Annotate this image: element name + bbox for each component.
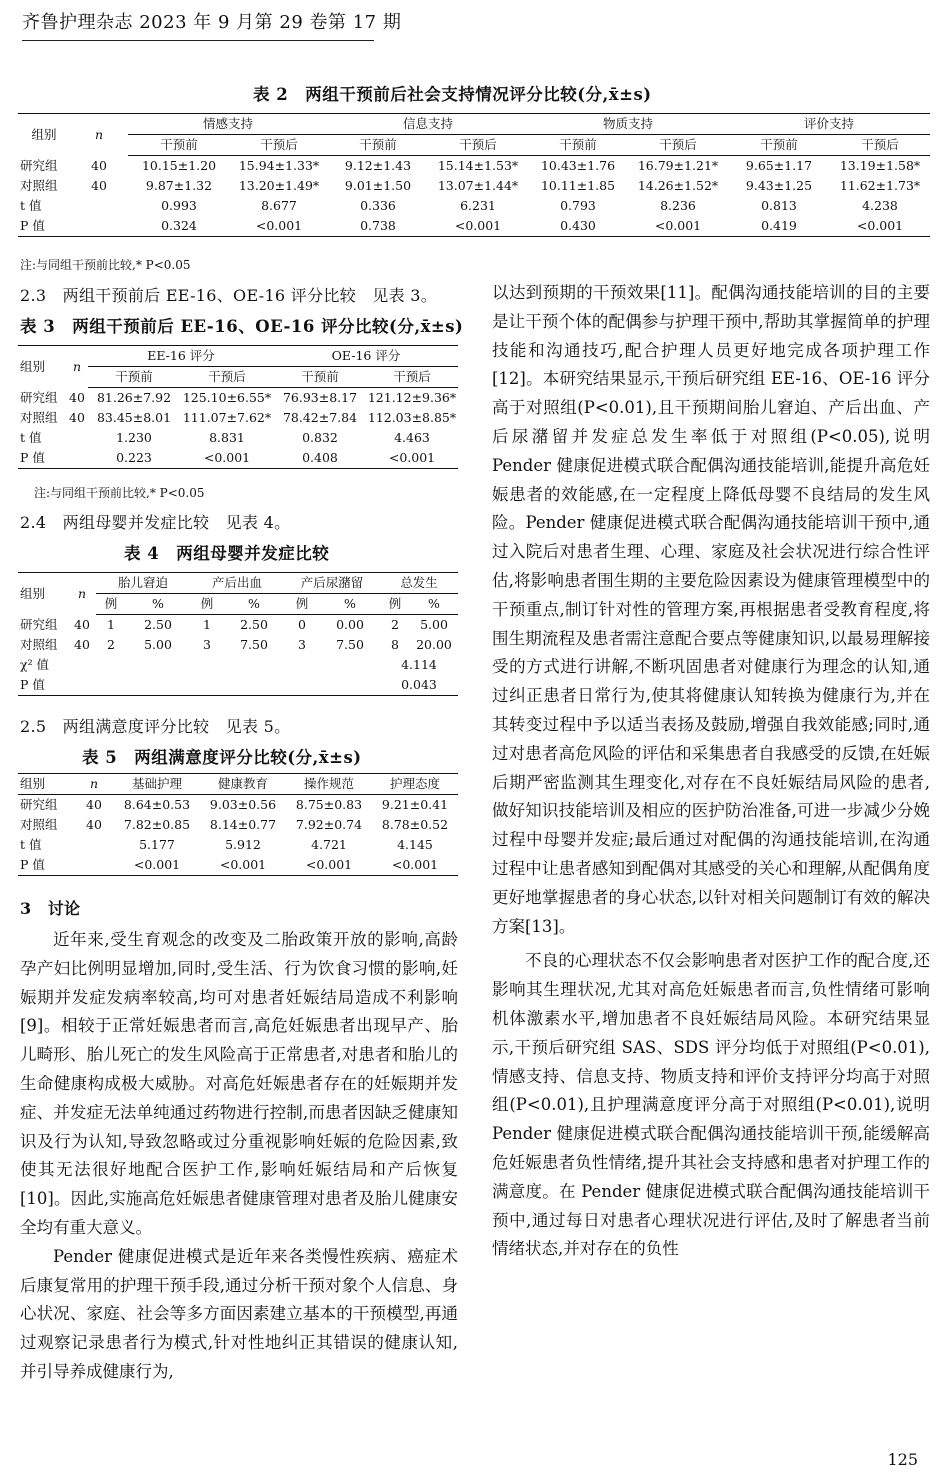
table3-head-group: 组别 [18,346,66,388]
paragraph: 不良的心理状态不仅会影响患者对医护工作的配合度,还影响其生理状况,尤其对高危妊娠患者而言,负性情绪可影响机体激素水平,增加患者不良妊娠结局风险。本研究结果显示,干预后研究组 SAS、SDS 评分均低于对照组(P<0.01),情感支持、信息支持、物质支持和评价支持评分均高于对照组(P<0.01),且护理满意度评分高于对照组(P<0.01),说明 Pender 健康促进模式联合配偶沟通技能培训干预,能缓解高危妊娠患者负性情绪,提升其社会支持感和患者对护理工作的满意度。在 Pender 健康促进模式联合配偶沟通技能培训干预中,通过每日对患者心理状况进行评估,及时了解患者当前情绪状态,并对存在的负性 [492,951,930,1259]
table4-cell: 0 [298,617,306,632]
table4-cell: 研究组 [20,616,58,632]
table4-cell: 40 [74,616,90,632]
table2-cell: 6.231 [460,198,496,213]
table5-cell: 5.912 [225,837,261,852]
table4-subhead: 例 [96,594,126,615]
table3-row [18,448,458,469]
table2-cell: 9.43±1.25 [745,178,813,193]
table4-head: 产后尿潴留 [284,573,380,594]
table3-cell: 4.463 [394,430,430,445]
table3-cell: 121.12±9.36* [367,390,457,405]
table5-head: n [74,774,114,795]
table2-cell: <0.001 [628,216,728,237]
table4-cell: 7.50 [336,637,364,652]
table2-cell: 0.793 [560,198,596,213]
paragraph: Pender 健康促进模式是近年来各类慢性疾病、癌症术后康复常用的护理干预手段,通过分析干预对象个人信息、身心状况、家庭、社会等多方面因素建立基本的干预模型,再通过观察记录患者行为模式,针对性地纠正其错误的健康认知,并引导养成健康行为, [20,1246,458,1381]
table5 [18,773,458,876]
table4-chi-value: 4.114 [401,657,437,672]
table4-cell: 8 [391,637,399,652]
table3-cell: 78.42±7.84 [282,410,358,425]
table4-subhead: 例 [284,594,320,615]
table3-row [18,428,458,448]
table2-head-n: n [70,114,128,156]
table3-subhead: 干预后 [180,367,274,388]
table5-caption: 表 5 两组满意度评分比较(分,x̄±s) [82,748,362,767]
table2-cell: 0.738 [328,216,428,237]
table2-row [18,176,930,196]
table2-cell: 9.01±1.50 [344,178,412,193]
table3 [18,345,458,469]
table5-cell: 8.78±0.52 [381,817,449,832]
section-2-3-heading: 2.3 两组干预前后 EE-16、OE-16 评分比较 见表 3。 [20,286,438,305]
table5-cell: 4.721 [311,837,347,852]
page-number: 125 [887,1450,918,1469]
table2-cell: 研究组 [20,157,58,173]
table4-subhead: % [224,594,284,615]
table2-subhead: 干预后 [428,135,528,156]
table5-cell: P 值 [18,855,74,876]
table3-cell: 111.07±7.62* [182,410,272,425]
table3-cell: <0.001 [180,448,274,469]
table2-subhead: 干预前 [728,135,830,156]
table4-row [18,675,458,696]
table2-cell: 10.43±1.76 [540,158,616,173]
table5-cell: 研究组 [20,797,58,812]
table2-cell [70,216,128,237]
table2-cell: 40 [91,178,107,193]
table3-cell: 112.03±8.85* [367,410,457,425]
table4 [18,572,458,696]
table3-cell: 40 [69,410,85,425]
table2-head: 评价支持 [728,114,930,135]
table5-head: 健康教育 [200,774,286,795]
table5-cell [74,835,114,855]
table4-head: 胎儿窘迫 [96,573,190,594]
table4-p-value: 0.043 [380,675,458,696]
paragraph: 近年来,受生育观念的改变及二胎政策开放的影响,高龄孕产妇比例明显增加,同时,受生活、行为饮食习惯的影响,妊娠期并发症发病率较高,均可对患者妊娠结局造成不利影响[9]。相较于正常妊娠患者而言,高危妊娠患者出现早产、胎儿畸形、胎儿死亡的发生风险高于正常患者,对患者和胎儿的生命健康构成极大威胁。对高危妊娠患者存在的妊娠期并发症、并发症无法单纯通过药物进行控制,而患者因缺乏健康知识及行为认知,导致忽略或过分重视影响妊娠的危险因素,致使其无法很好地配合医护工作,影响妊娠结局和产后恢复[10]。因此,实施高危妊娠患者健康管理对患者及胎儿健康安全均有重大意义。 [20,930,458,1237]
table5-cell: 8.14±0.77 [209,817,277,832]
table2-cell: 10.15±1.20 [141,158,217,173]
table2-cell: t 值 [20,198,42,213]
table2-cell: 14.26±1.52* [637,178,719,193]
table5-cell: 8.64±0.53 [123,797,191,812]
table2-cell: 15.14±1.53* [437,158,519,173]
table4-subhead: % [320,594,380,615]
table3-cell: t 值 [20,430,42,445]
table4-head-n: n [68,573,96,615]
table3-cell: P 值 [18,448,66,469]
table2-cell: 13.20±1.49* [238,178,320,193]
table5-cell: <0.001 [286,855,372,876]
table2-cell: 13.19±1.58* [839,158,921,173]
table3-cell: 研究组 [20,389,58,405]
table2-subhead: 干预前 [328,135,428,156]
table5-cell: t 值 [20,837,42,852]
table2-note: 注:与同组干预前比较,* P<0.05 [20,258,191,272]
table2-row [18,196,930,216]
table5-cell: 9.03±0.56 [209,797,277,812]
table4-head: 产后出血 [190,573,284,594]
table4-head-group: 组别 [18,573,68,615]
table5-cell: 对照组 [20,817,58,832]
table2-cell: 40 [91,157,107,173]
table5-row [18,855,458,876]
table2-cell: 0.813 [761,198,797,213]
table5-cell: 4.145 [397,837,433,852]
table4-cell: 5.00 [420,617,448,632]
table3-cell: 1.230 [116,430,152,445]
table3-cell: 125.10±6.55* [182,390,272,405]
table4-cell: 20.00 [416,637,452,652]
table3-cell: 81.26±7.92 [96,390,172,405]
table3-row [18,388,458,409]
table4-cell: 2.50 [144,617,172,632]
table2-cell: <0.001 [428,216,528,237]
table4-cell: 1 [203,617,211,632]
table2-cell [70,196,128,216]
table2-row [18,216,930,237]
table4-cell: 对照组 [20,637,58,652]
table2-cell: <0.001 [830,216,930,237]
table2-cell: 0.419 [728,216,830,237]
table3-caption: 表 3 两组干预前后 EE-16、OE-16 评分比较(分,x̄±s) [20,317,464,336]
table3-cell: 8.831 [209,430,245,445]
table5-head: 基础护理 [114,774,200,795]
table4-caption: 表 4 两组母婴并发症比较 [124,544,330,563]
table2-cell: 9.65±1.17 [745,158,813,173]
table2-subhead: 干预前 [128,135,230,156]
table5-cell: <0.001 [200,855,286,876]
table4-cell: 0.00 [336,617,364,632]
table4-cell: 1 [107,617,115,632]
table4-subhead: 例 [380,594,410,615]
table3-head: OE-16 评分 [274,346,458,367]
table2-cell: 16.79±1.21* [637,158,719,173]
table2 [18,113,930,237]
table4-subhead: % [126,594,190,615]
table3-cell: 83.45±8.01 [96,410,172,425]
table4-cell: 2 [391,617,399,632]
table2-subhead: 干预后 [628,135,728,156]
table5-head: 组别 [18,774,74,795]
table2-cell: 8.677 [261,198,297,213]
table3-subhead: 干预后 [366,367,458,388]
table4-cell: 3 [298,637,306,652]
table5-cell: 40 [86,797,102,812]
table2-caption: 表 2 两组干预前后社会支持情况评分比较(分,x̄±s) [253,85,652,104]
table2-subhead: 干预前 [528,135,628,156]
table2-cell: 0.324 [128,216,230,237]
table4-chi-label: χ² 值 [20,657,50,672]
table5-head: 操作规范 [286,774,372,795]
table5-cell: <0.001 [372,855,458,876]
table3-row [18,408,458,428]
table4-head: 总发生 [380,573,458,594]
table5-cell: 7.82±0.85 [123,817,191,832]
table3-cell: 对照组 [20,410,58,425]
table5-cell: 40 [86,817,102,832]
table2-cell: 13.07±1.44* [437,178,519,193]
table5-cell: 5.177 [139,837,175,852]
table2-cell: P 值 [18,216,70,237]
table2-head: 信息支持 [328,114,528,135]
table5-cell: <0.001 [114,855,200,876]
table2-cell: 9.87±1.32 [145,178,213,193]
table4-row [18,655,458,675]
table4-cell: 7.50 [240,637,268,652]
table2-cell: 0.336 [360,198,396,213]
table3-cell: 0.408 [274,448,366,469]
table4-p-label: P 值 [18,675,68,696]
table4-subhead: 例 [190,594,224,615]
table3-cell: 40 [69,389,85,405]
table2-subhead: 干预后 [230,135,328,156]
table5-cell: 9.21±0.41 [381,797,449,812]
table3-subhead: 干预前 [274,367,366,388]
table5-row [18,835,458,855]
right-column-text [492,279,930,1264]
table3-cell: 76.93±8.17 [282,390,358,405]
header-rule [22,40,374,41]
table4-cell: 5.00 [144,637,172,652]
table4-cell: 3 [203,637,211,652]
table4-cell: 2 [107,637,115,652]
section-3-heading: 3 讨论 [20,899,81,918]
table2-row [18,156,930,177]
table2-cell: 10.11±1.85 [540,178,616,193]
table3-cell [66,448,88,469]
table4-cell: 40 [74,637,90,652]
paragraph: 以达到预期的干预效果[11]。配偶沟通技能培训的目的主要是让干预个体的配偶参与护理干预中,帮助其掌握简单的护理技能和沟通技巧,配合护理人员更好地完成各项护理工作[12]。本研究结果显示,干预后研究组 EE-16、OE-16 评分高于对照组(P<0.01),且干预期间胎儿窘迫、产后出血、产后尿潴留并发症总发生率低于对照组(P<0.05),说明 Pender 健康促进模式联合配偶沟通技能培训,能提升高危妊娠患者的效能感,在一定程度上降低母婴不良结局的发生风险。Pender 健康促进模式联合配偶沟通技能培训干预中,通过入院后对患者生理、心理、家庭及社会状况进行综合性评估,将影响患者围生期的主要危险因素设为健康管理模型中的干预重点,制订针对性的管理方案,再根据患者受教育程度,将围生期流程及患者需注意配合要点等健康知识,以最易理解接受的方式进行讲解,不断巩固患者对健康行为理念的认知,通过纠正患者日常行为,使其将健康认知转换为健康行为,并在其转变过程中予以适当表扬及鼓励,增强自我效能感;同时,通过对患者高危风险的评估和采集患者自我感受的反馈,在妊娠后期严密监测其生理变化,对存在不良妊娠结局风险的患者,做好知识技能培训及相应的医护防治准备,可进一步减少分娩过程中母婴并发症;最后通过对配偶的沟通技能培训,在沟通过程中让患者感知到配偶对其感受的关心和理解,从配偶角度更好地掌握患者的身心状态,以针对相关问题制订有效的解决方案[13]。 [492,283,930,936]
table2-cell: 0.993 [161,198,197,213]
section-2-4-heading: 2.4 两组母婴并发症比较 见表 4。 [20,513,291,532]
table2-cell: 11.62±1.73* [839,178,921,193]
table5-cell [74,855,114,876]
table4-cell: 2.50 [240,617,268,632]
table4-subhead: % [410,594,458,615]
table2-cell: 9.12±1.43 [344,158,412,173]
table2-head: 物质支持 [528,114,728,135]
table2-cell: <0.001 [230,216,328,237]
table3-head: EE-16 评分 [88,346,274,367]
table5-row [18,815,458,835]
section-2-5-heading: 2.5 两组满意度评分比较 见表 5。 [20,717,291,736]
table2-head-group: 组别 [18,114,70,156]
table4-row [18,615,458,636]
table2-cell: 4.238 [862,198,898,213]
table3-note: 注:与同组干预前比较,* P<0.05 [34,486,205,500]
table2-subhead: 干预后 [830,135,930,156]
table3-cell: 0.223 [88,448,180,469]
table4-row [18,635,458,655]
table5-row [18,795,458,816]
table5-head: 护理态度 [372,774,458,795]
left-column-text [20,926,458,1387]
table3-subhead: 干预前 [88,367,180,388]
table2-cell: 对照组 [20,178,58,193]
table3-cell [66,428,88,448]
table2-cell: 8.236 [660,198,696,213]
table3-head-n: n [66,346,88,388]
table3-cell: <0.001 [366,448,458,469]
table5-cell: 8.75±0.83 [295,797,363,812]
table2-head: 情感支持 [128,114,328,135]
running-header: 齐鲁护理杂志 2023 年 9 月第 29 卷第 17 期 [22,12,402,33]
table3-cell: 0.832 [302,430,338,445]
table5-cell: 7.92±0.74 [295,817,363,832]
table2-cell: 15.94±1.33* [238,158,320,173]
table2-cell: 0.430 [528,216,628,237]
